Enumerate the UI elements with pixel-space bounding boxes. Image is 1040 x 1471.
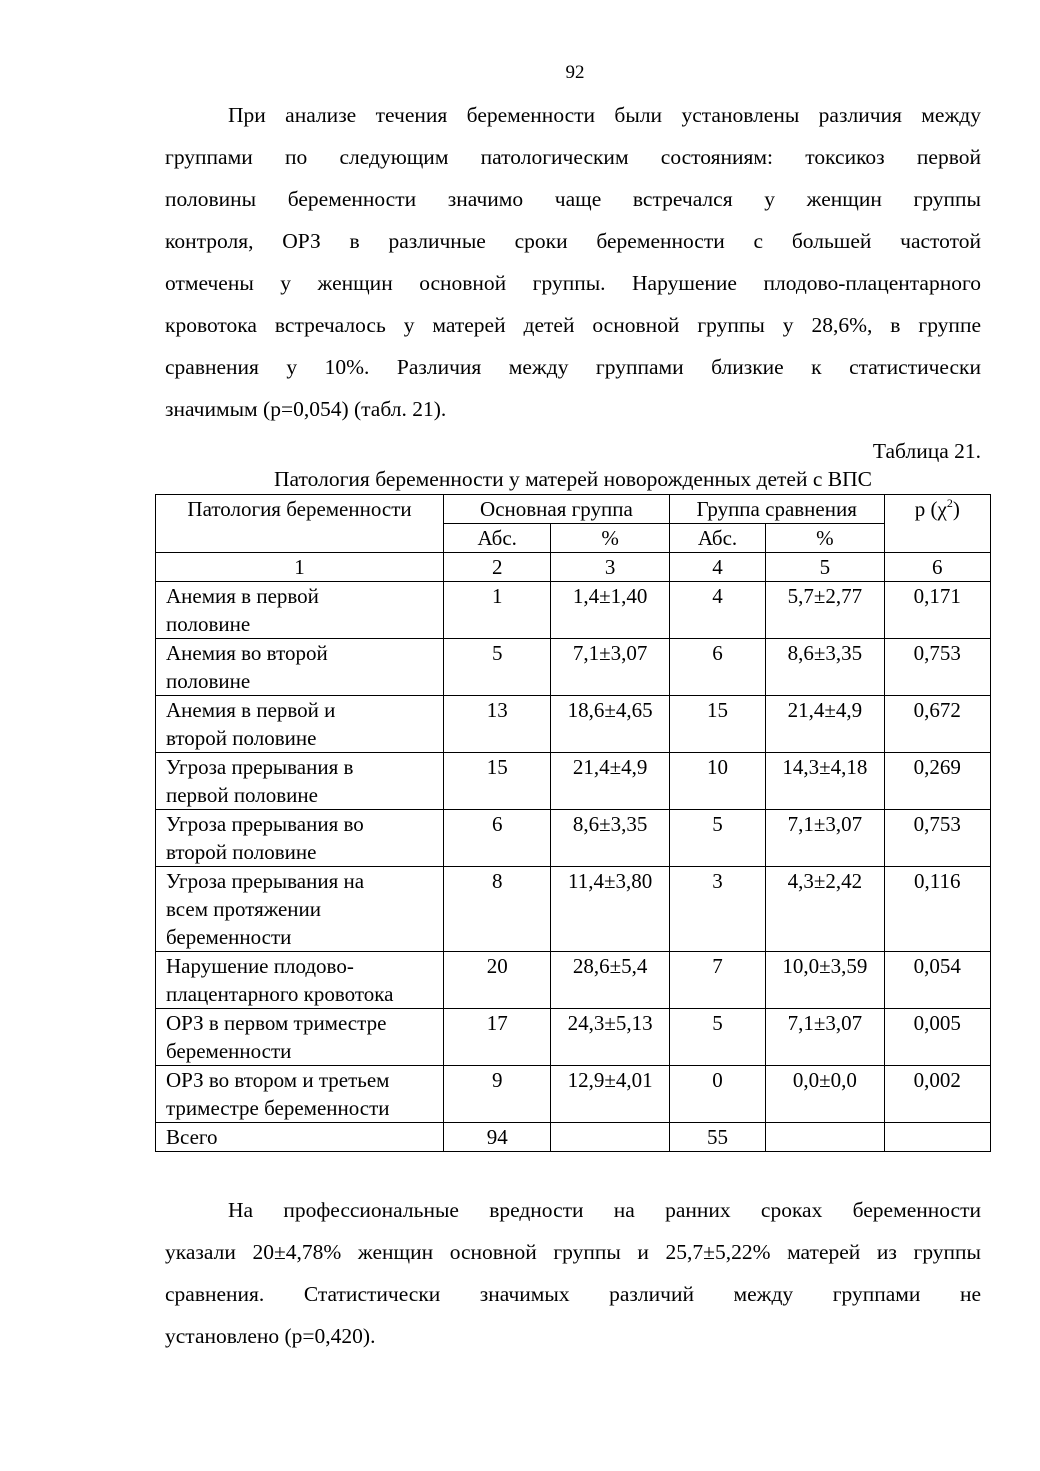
main-pct: 12,9±4,01 bbox=[551, 1066, 669, 1123]
column-number: 2 bbox=[444, 553, 551, 582]
main-abs: 6 bbox=[444, 810, 551, 867]
main-pct: 18,6±4,65 bbox=[551, 696, 669, 753]
table-row bbox=[156, 1009, 991, 1066]
comparison-pct: 7,1±3,07 bbox=[766, 810, 884, 867]
paragraph-line: При анализе течения беременности были установлены различия между bbox=[228, 103, 981, 127]
col-header-pathology: Патология беременности bbox=[156, 495, 444, 553]
paragraph-line: контроля, ОРЗ в различные сроки беременности с большей частотой bbox=[165, 229, 981, 253]
comparison-abs: 15 bbox=[669, 696, 765, 753]
pathology-name: ОРЗ в первом триместре беременности bbox=[156, 1009, 444, 1066]
comparison-abs: 7 bbox=[669, 952, 765, 1009]
main-abs-total: 94 bbox=[444, 1123, 551, 1152]
table-row bbox=[156, 753, 991, 810]
column-number: 1 bbox=[156, 553, 444, 582]
main-abs: 1 bbox=[444, 582, 551, 639]
paragraph-line: сравнения у 10%. Различия между группами близкие к статистически bbox=[165, 355, 981, 379]
page-number: 92 bbox=[565, 62, 585, 83]
col-header-comparison-group: Группа сравнения bbox=[669, 495, 884, 524]
pathology-name: Анемия в первой половине bbox=[156, 582, 444, 639]
comparison-abs: 3 bbox=[669, 867, 765, 952]
column-number: 4 bbox=[669, 553, 765, 582]
p-value: 0,116 bbox=[884, 867, 990, 952]
paragraph-line: кровотока встречалось у матерей детей основной группы у 28,6%, в группе bbox=[165, 313, 981, 337]
main-pct: 21,4±4,9 bbox=[551, 753, 669, 810]
comparison-abs: 5 bbox=[669, 810, 765, 867]
comparison-pct: 14,3±4,18 bbox=[766, 753, 884, 810]
comparison-pct: 21,4±4,9 bbox=[766, 696, 884, 753]
main-abs: 17 bbox=[444, 1009, 551, 1066]
paragraph-line: сравнения. Статистически значимых различий между группами не bbox=[165, 1282, 981, 1306]
paragraph-line: установлено (p=0,420). bbox=[165, 1324, 376, 1348]
main-pct: 24,3±5,13 bbox=[551, 1009, 669, 1066]
main-pct: 8,6±3,35 bbox=[551, 810, 669, 867]
pathology-name: Анемия во второй половине bbox=[156, 639, 444, 696]
comparison-pct: 4,3±2,42 bbox=[766, 867, 884, 952]
total-label: Всего bbox=[156, 1123, 444, 1152]
pathology-name: Угроза прерывания во второй половине bbox=[156, 810, 444, 867]
comparison-abs: 5 bbox=[669, 1009, 765, 1066]
column-number: 5 bbox=[766, 553, 884, 582]
intro-paragraph bbox=[165, 94, 981, 430]
p-value: 0,269 bbox=[884, 753, 990, 810]
conclusion-paragraph bbox=[165, 1189, 981, 1357]
pathology-name: Анемия в первой и второй половине bbox=[156, 696, 444, 753]
p-value-total bbox=[884, 1123, 990, 1152]
paragraph-line: значимым (p=0,054) (табл. 21). bbox=[165, 397, 447, 421]
comparison-pct: 10,0±3,59 bbox=[766, 952, 884, 1009]
table-title: Патология беременности у матерей новорожденных детей с ВПС bbox=[274, 467, 872, 491]
p-value: 0,054 bbox=[884, 952, 990, 1009]
comparison-abs: 6 bbox=[669, 639, 765, 696]
table-total-row bbox=[156, 1123, 991, 1152]
comparison-pct: 7,1±3,07 bbox=[766, 1009, 884, 1066]
comparison-abs: 10 bbox=[669, 753, 765, 810]
pregnancy-pathology-table bbox=[155, 494, 991, 1152]
col-header-p-value: p $(\chi^2)$ bbox=[884, 495, 990, 553]
p-value: 0,171 bbox=[884, 582, 990, 639]
table-row bbox=[156, 639, 991, 696]
subheader-abs: Абс. bbox=[669, 524, 765, 553]
column-number-row bbox=[156, 553, 991, 582]
main-abs: 8 bbox=[444, 867, 551, 952]
column-number: 6 bbox=[884, 553, 990, 582]
comparison-pct: 5,7±2,77 bbox=[766, 582, 884, 639]
pathology-name: Нарушение плодово- плацентарного кровотока bbox=[156, 952, 444, 1009]
comparison-abs: 4 bbox=[669, 582, 765, 639]
pathology-name: ОРЗ во втором и третьем триместре беременности bbox=[156, 1066, 444, 1123]
table-number: Таблица 21. bbox=[872, 439, 981, 463]
p-value: 0,753 bbox=[884, 810, 990, 867]
table-row bbox=[156, 810, 991, 867]
main-pct: 1,4±1,40 bbox=[551, 582, 669, 639]
main-pct-total bbox=[551, 1123, 669, 1152]
table-row bbox=[156, 696, 991, 753]
comparison-abs-total: 55 bbox=[669, 1123, 765, 1152]
table-row bbox=[156, 952, 991, 1009]
subheader-abs: Абс. bbox=[444, 524, 551, 553]
comparison-pct-total bbox=[766, 1123, 884, 1152]
comparison-abs: 0 bbox=[669, 1066, 765, 1123]
table-row bbox=[156, 1066, 991, 1123]
subheader-pct: % bbox=[766, 524, 884, 553]
p-value: 0,005 bbox=[884, 1009, 990, 1066]
main-abs: 5 bbox=[444, 639, 551, 696]
main-pct: 7,1±3,07 bbox=[551, 639, 669, 696]
comparison-pct: 0,0±0,0 bbox=[766, 1066, 884, 1123]
p-value: 0,002 bbox=[884, 1066, 990, 1123]
paragraph-line: половины беременности значимо чаще встречался у женщин группы bbox=[165, 187, 981, 211]
pathology-name: Угроза прерывания на всем протяжении беременности bbox=[156, 867, 444, 952]
main-pct: 28,6±5,4 bbox=[551, 952, 669, 1009]
column-number: 3 bbox=[551, 553, 669, 582]
p-value: 0,753 bbox=[884, 639, 990, 696]
pathology-name: Угроза прерывания в первой половине bbox=[156, 753, 444, 810]
table-header-row bbox=[156, 495, 991, 524]
paragraph-line: группами по следующим патологическим состояниям: токсикоз первой bbox=[165, 145, 981, 169]
main-abs: 15 bbox=[444, 753, 551, 810]
comparison-pct: 8,6±3,35 bbox=[766, 639, 884, 696]
p-value: 0,672 bbox=[884, 696, 990, 753]
paragraph-line: На профессиональные вредности на ранних сроках беременности bbox=[228, 1198, 981, 1222]
main-abs: 13 bbox=[444, 696, 551, 753]
table-row bbox=[156, 582, 991, 639]
table-row bbox=[156, 867, 991, 952]
col-header-main-group: Основная группа bbox=[444, 495, 670, 524]
paragraph-line: отмечены у женщин основной группы. Нарушение плодово-плацентарного bbox=[165, 271, 981, 295]
paragraph-line: указали 20±4,78% женщин основной группы и 25,7±5,22% матерей из группы bbox=[165, 1240, 981, 1264]
main-abs: 20 bbox=[444, 952, 551, 1009]
main-abs: 9 bbox=[444, 1066, 551, 1123]
subheader-pct: % bbox=[551, 524, 669, 553]
main-pct: 11,4±3,80 bbox=[551, 867, 669, 952]
